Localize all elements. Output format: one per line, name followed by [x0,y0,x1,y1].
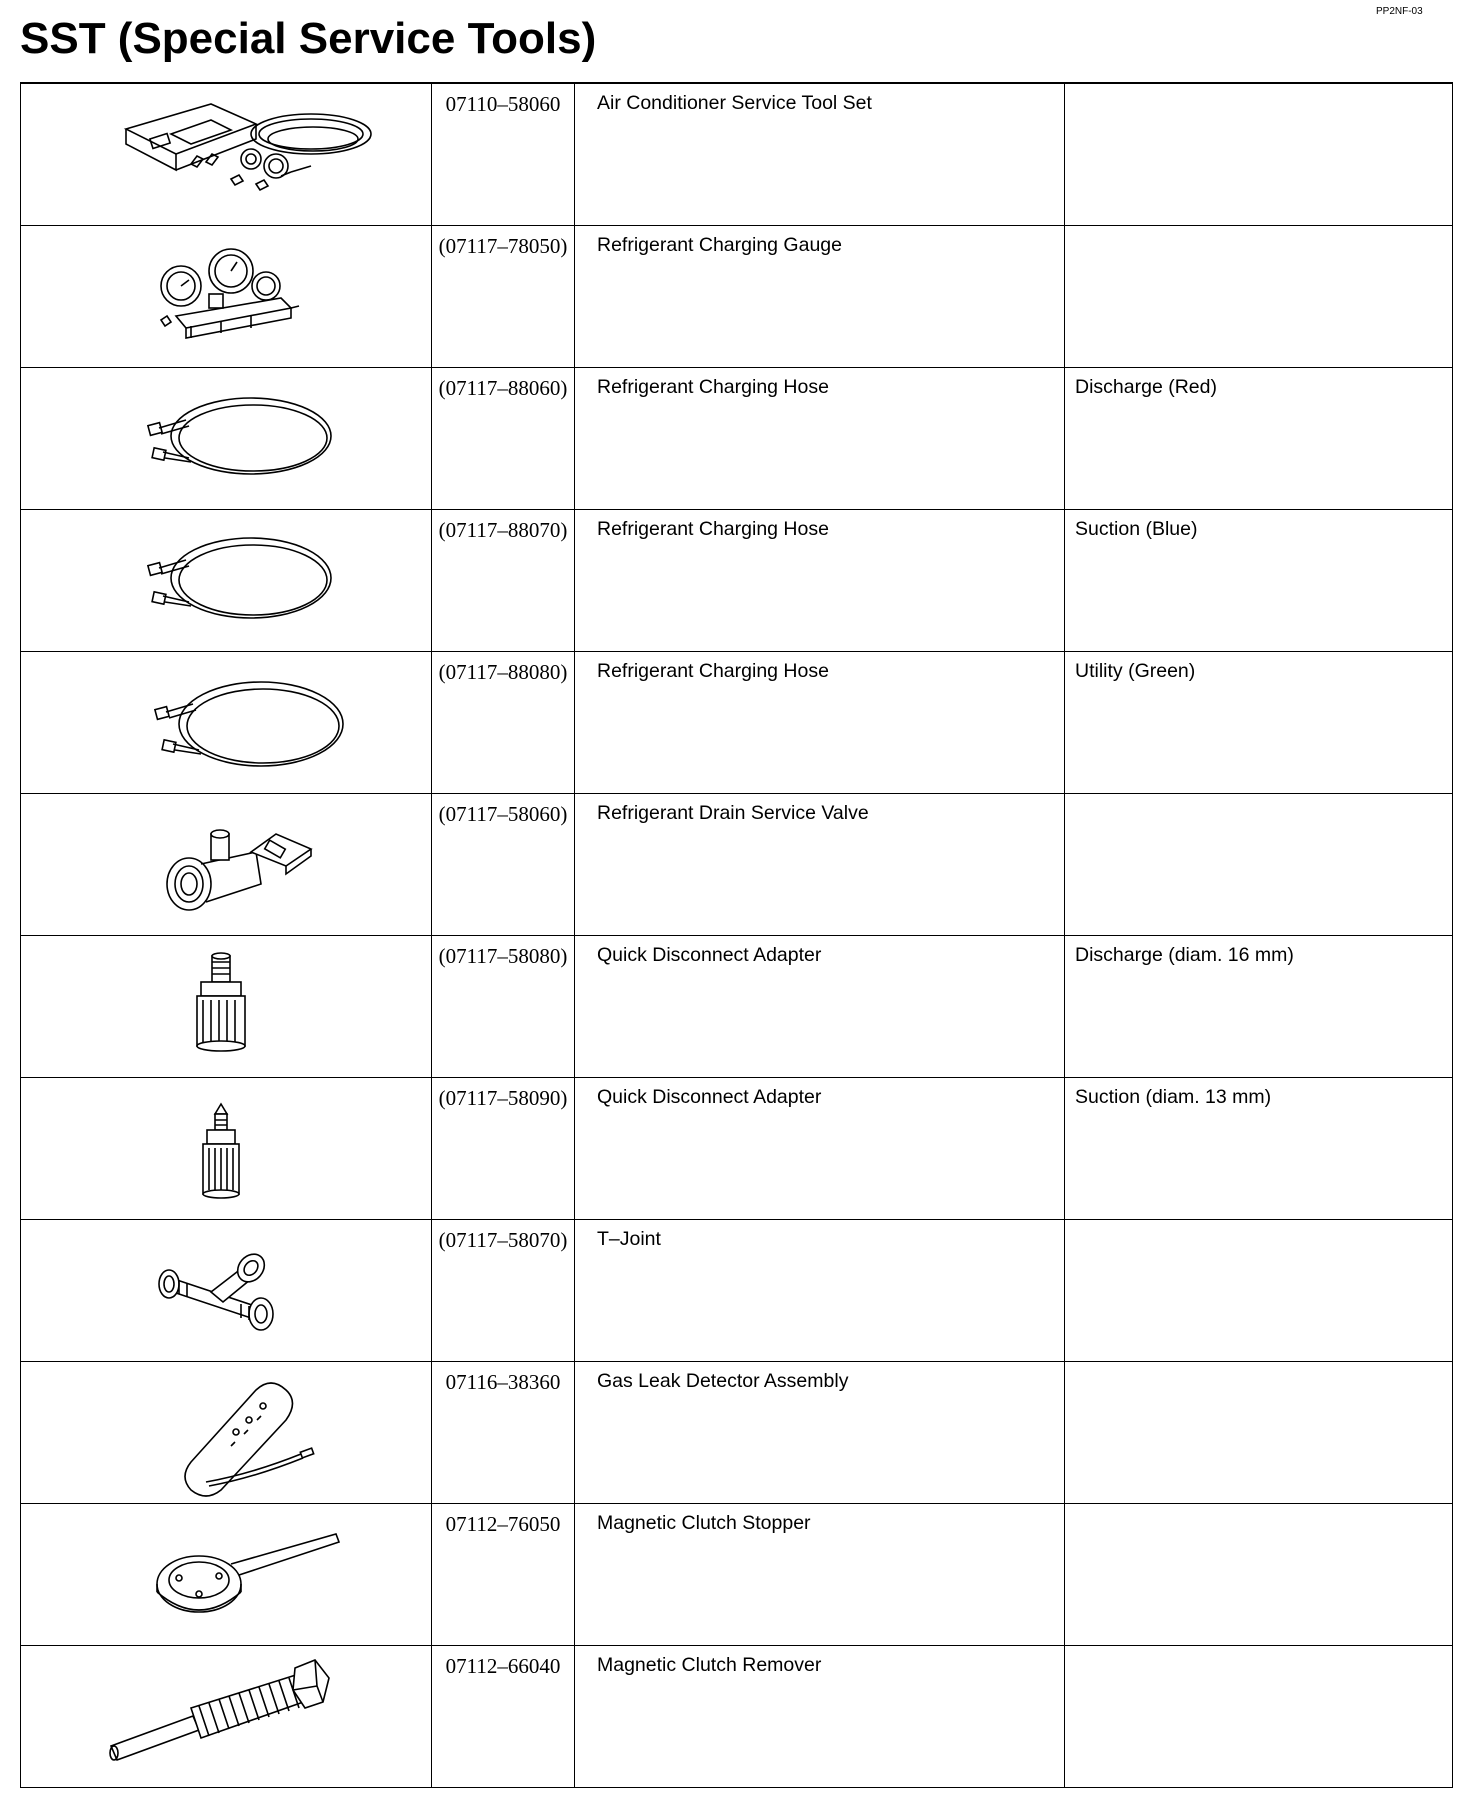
tool-name: Refrigerant Charging Hose [597,376,829,398]
part-number-cell [432,226,575,368]
page-title: SST (Special Service Tools) [20,14,597,63]
table-row [21,1078,1453,1220]
service-tool-set-icon [81,84,381,225]
page-code: PP2NF-03 [1376,6,1423,17]
tool-name: Refrigerant Charging Hose [597,518,829,540]
tool-note: Discharge (diam. 16 mm) [1075,944,1294,966]
tool-name: Refrigerant Drain Service Valve [597,802,869,824]
tool-name: Air Conditioner Service Tool Set [597,92,872,114]
name-cell [575,652,1065,794]
illustration-cell [21,83,432,226]
charging-hose-icon [81,368,381,509]
tool-name: T–Joint [597,1228,661,1250]
part-number: 07116–38360 [445,1370,561,1394]
part-number: (07117–88060) [438,376,568,400]
illustration-cell [21,652,432,794]
t-joint-icon [81,1220,381,1361]
part-number: (07117–58070) [438,1228,568,1252]
table-row [21,652,1453,794]
disconnect-adapter-icon [81,936,381,1077]
table-row [21,1220,1453,1362]
name-cell [575,1078,1065,1220]
tool-note: Utility (Green) [1075,660,1196,682]
part-number-cell [432,368,575,510]
table-row [21,1362,1453,1504]
note-cell [1065,1646,1453,1788]
part-number: (07117–58060) [438,802,568,826]
part-number: (07117–88080) [438,660,568,684]
drain-service-valve-icon [81,794,381,935]
tool-note: Discharge (Red) [1075,376,1217,398]
clutch-stopper-icon [81,1504,381,1645]
table-row [21,368,1453,510]
note-cell [1065,1362,1453,1504]
note-cell [1065,794,1453,936]
tool-name: Magnetic Clutch Stopper [597,1512,811,1534]
name-cell [575,794,1065,936]
table-row [21,1646,1453,1788]
illustration-cell [21,1646,432,1788]
part-number-cell [432,83,575,226]
note-cell [1065,936,1453,1078]
note-cell [1065,1220,1453,1362]
name-cell [575,510,1065,652]
part-number-cell [432,1504,575,1646]
name-cell [575,936,1065,1078]
illustration-cell [21,794,432,936]
note-cell [1065,1504,1453,1646]
part-number: 07112–66040 [445,1654,561,1678]
tool-name: Quick Disconnect Adapter [597,1086,822,1108]
tool-name: Magnetic Clutch Remover [597,1654,822,1676]
part-number-cell [432,510,575,652]
name-cell [575,1362,1065,1504]
charging-gauge-icon [81,226,381,367]
sst-table [20,82,1453,1788]
tool-note: Suction (Blue) [1075,518,1198,540]
note-cell [1065,368,1453,510]
part-number: (07117–58080) [438,944,568,968]
tool-note: Suction (diam. 13 mm) [1075,1086,1272,1108]
charging-hose-icon [81,510,381,651]
illustration-cell [21,510,432,652]
illustration-cell [21,1220,432,1362]
part-number: 07112–76050 [445,1512,561,1536]
illustration-cell [21,1078,432,1220]
charging-hose-icon [81,652,381,793]
note-cell [1065,1078,1453,1220]
name-cell [575,226,1065,368]
table-row [21,1504,1453,1646]
name-cell [575,368,1065,510]
part-number-cell [432,936,575,1078]
part-number: (07117–78050) [438,234,568,258]
gas-leak-detector-icon [81,1362,381,1503]
tool-name: Gas Leak Detector Assembly [597,1370,849,1392]
illustration-cell [21,368,432,510]
tool-name: Quick Disconnect Adapter [597,944,822,966]
note-cell [1065,83,1453,226]
illustration-cell [21,936,432,1078]
part-number: (07117–58090) [438,1086,568,1110]
table-row [21,794,1453,936]
clutch-remover-icon [81,1646,381,1787]
note-cell [1065,510,1453,652]
part-number-cell [432,1362,575,1504]
name-cell [575,1504,1065,1646]
table-row [21,936,1453,1078]
part-number: 07110–58060 [445,92,561,116]
table-row [21,226,1453,368]
part-number-cell [432,1220,575,1362]
illustration-cell [21,1504,432,1646]
table-row [21,83,1453,226]
part-number-cell [432,794,575,936]
name-cell [575,83,1065,226]
name-cell [575,1220,1065,1362]
part-number-cell [432,1078,575,1220]
part-number-cell [432,652,575,794]
illustration-cell [21,226,432,368]
part-number-cell [432,1646,575,1788]
name-cell [575,1646,1065,1788]
tool-name: Refrigerant Charging Hose [597,660,829,682]
illustration-cell [21,1362,432,1504]
note-cell [1065,226,1453,368]
part-number: (07117–88070) [438,518,568,542]
disconnect-adapter-small-icon [81,1078,381,1219]
tool-name: Refrigerant Charging Gauge [597,234,842,256]
table-row [21,510,1453,652]
note-cell [1065,652,1453,794]
